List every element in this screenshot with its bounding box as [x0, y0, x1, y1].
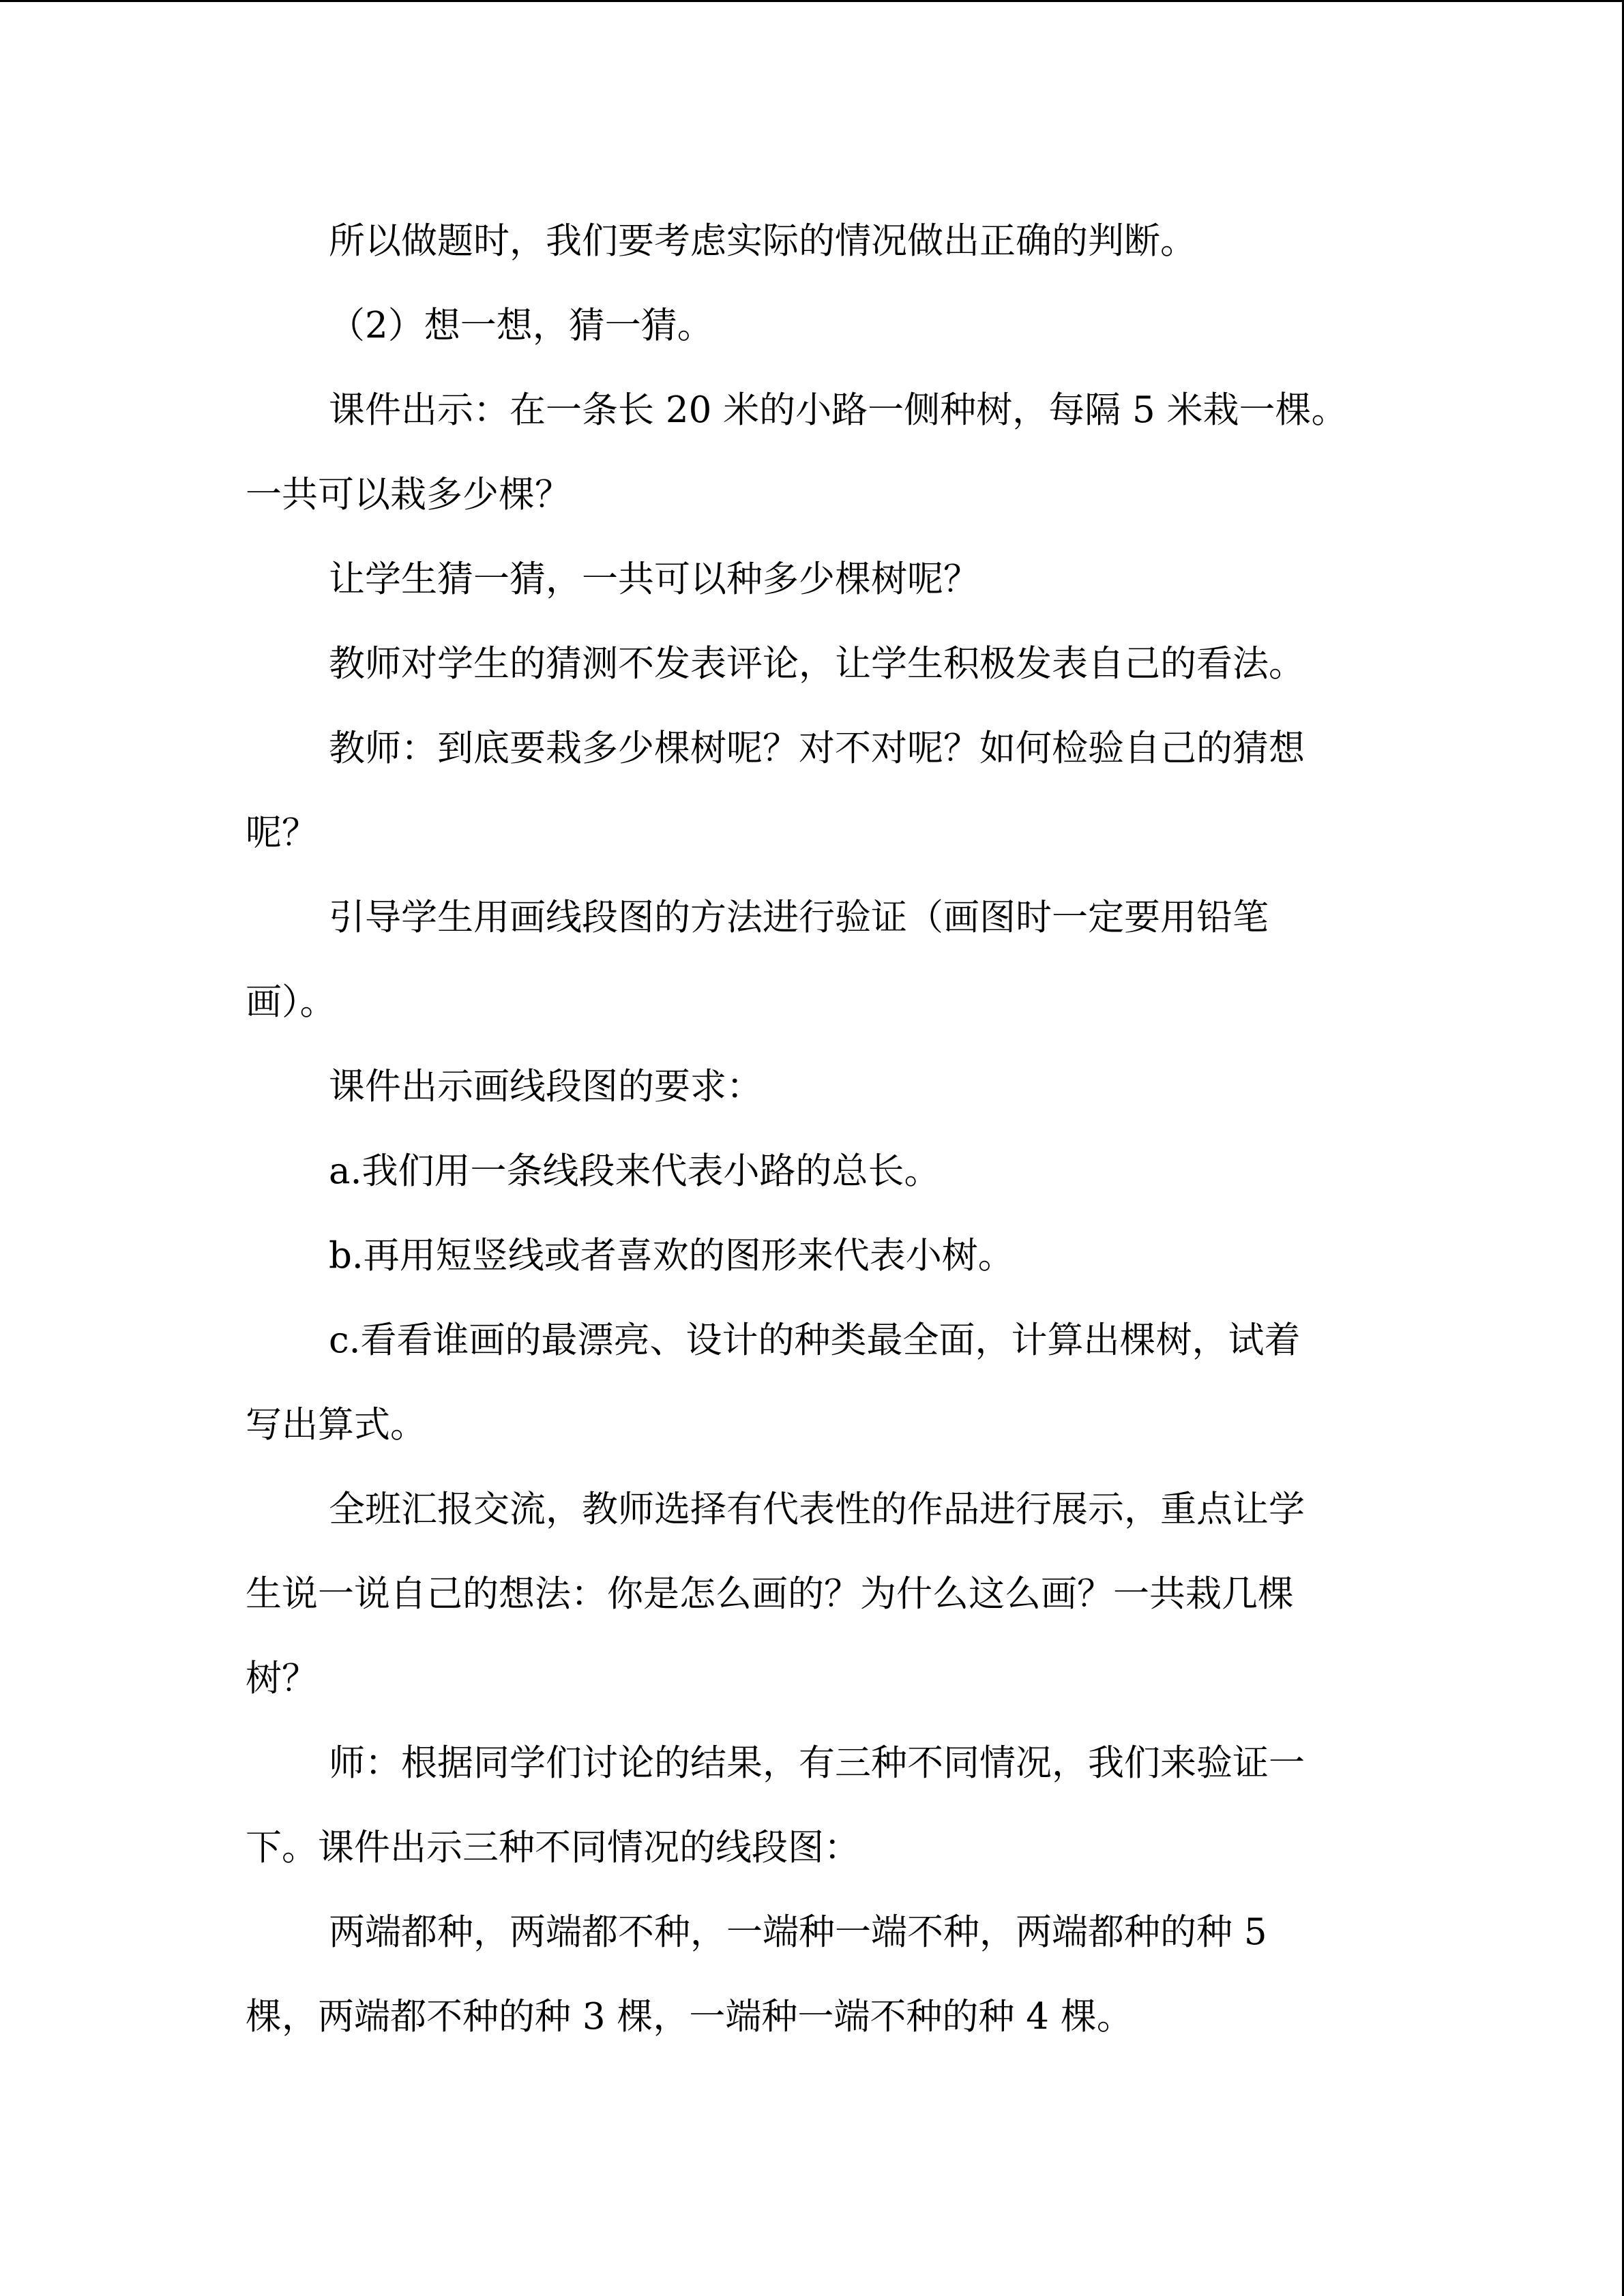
- text-line: b.再用短竖线或者喜欢的图形来代表小树。: [329, 1235, 1014, 1277]
- text-line: 让学生猜一猜，一共可以种多少棵树呢？: [329, 558, 979, 600]
- text-line: 生说一说自己的想法：你是怎么画的？为什么这么画？一共栽几棵: [246, 1573, 1294, 1615]
- text-line: （2）想一想，猜一猜。: [329, 305, 713, 346]
- text-line: 下。课件出示三种不同情况的线段图：: [246, 1827, 860, 1868]
- text-line: 两端都种，两端都不种，一端种一端不种，两端都种的种 5: [329, 1911, 1267, 1953]
- text-line: 师：根据同学们讨论的结果，有三种不同情况，我们来验证一: [329, 1742, 1305, 1784]
- text-line: a.我们用一条线段来代表小路的总长。: [329, 1150, 941, 1192]
- text-line: 课件出示画线段图的要求：: [329, 1066, 763, 1107]
- text-line: 课件出示：在一条长 20 米的小路一侧种树，每隔 5 米栽一棵。: [329, 389, 1348, 431]
- text-line: 教师对学生的猜测不发表评论，让学生积极发表自己的看法。: [329, 643, 1305, 685]
- text-line: 引导学生用画线段图的方法进行验证（画图时一定要用铅笔: [329, 897, 1269, 938]
- text-line: 一共可以栽多少棵？: [246, 474, 571, 516]
- text-line: 棵，两端都不种的种 3 棵，一端种一端不种的种 4 棵。: [246, 1996, 1133, 2038]
- text-line: 树？: [246, 1658, 318, 1699]
- text-line: 写出算式。: [246, 1404, 426, 1446]
- text-line: 教师：到底要栽多少棵树呢？对不对呢？如何检验自己的猜想: [329, 728, 1305, 769]
- text-line: 画）。: [246, 981, 336, 1023]
- text-line: 全班汇报交流，教师选择有代表性的作品进行展示，重点让学: [329, 1489, 1305, 1530]
- text-line: 呢？: [246, 812, 318, 854]
- text-line: 所以做题时，我们要考虑实际的情况做出正确的判断。: [329, 220, 1196, 262]
- document-body: [246, 199, 1364, 2059]
- page-top-border: [0, 0, 1624, 2]
- text-line: c.看看谁画的最漂亮、设计的种类最全面，计算出棵树，试着: [329, 1320, 1301, 1361]
